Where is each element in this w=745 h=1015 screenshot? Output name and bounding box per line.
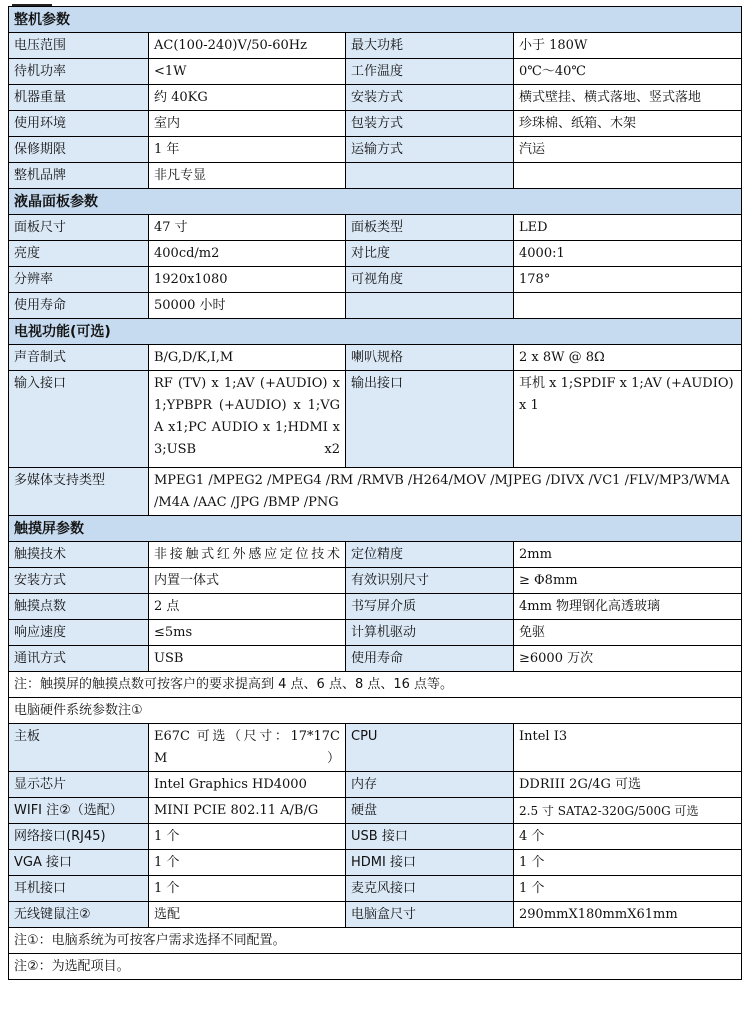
cell-value: 1 个 (514, 876, 742, 902)
cell-label: 显示芯片 (9, 772, 149, 798)
table-row (9, 824, 742, 850)
cell-label: 可视角度 (346, 267, 514, 293)
cell-label: USB 接口 (346, 824, 514, 850)
table-row (9, 646, 742, 672)
cell-label: 通讯方式 (9, 646, 149, 672)
cell-label: 面板类型 (346, 215, 514, 241)
table-row (9, 59, 742, 85)
cell-label: 硬盘 (346, 798, 514, 824)
cell-value: 约 40KG (149, 85, 346, 111)
touch-note: 注：触摸屏的触摸点数可按客户的要求提高到 4 点、6 点、8 点、16 点等。 (9, 672, 742, 698)
cell-label: HDMI 接口 (346, 850, 514, 876)
cell-value: 内置一体式 (149, 568, 346, 594)
cell-label: 安装方式 (346, 85, 514, 111)
cell-label: 网络接口(RJ45) (9, 824, 149, 850)
cell-label: 工作温度 (346, 59, 514, 85)
table-row (9, 241, 742, 267)
cell-value: 2mm (514, 542, 742, 568)
section-header-row (9, 189, 742, 215)
cell-value: 免驱 (514, 620, 742, 646)
cell-value: Intel Graphics HD4000 (149, 772, 346, 798)
cell-value: 2 x 8W @ 8Ω (514, 345, 742, 371)
cell-label: 响应速度 (9, 620, 149, 646)
cell-value: 1 个 (149, 876, 346, 902)
section-header-row (9, 516, 742, 542)
cell-label: 主板 (9, 724, 149, 772)
table-row (9, 798, 742, 824)
table-row (9, 724, 742, 772)
cell-value: 珍珠棉、纸箱、木架 (514, 111, 742, 137)
cell-value (514, 293, 742, 319)
cell-label: 使用环境 (9, 111, 149, 137)
cell-value: 4000:1 (514, 241, 742, 267)
cell-value: 50000 小时 (149, 293, 346, 319)
cell-value: 4 个 (514, 824, 742, 850)
section-title-whole: 整机参数 (9, 7, 742, 33)
note-row (9, 928, 742, 954)
table-row (9, 345, 742, 371)
cell-label: 输出接口 (346, 371, 514, 468)
cell-value: 47 寸 (149, 215, 346, 241)
cell-value: 1 个 (149, 850, 346, 876)
cell-label: 有效识别尺寸 (346, 568, 514, 594)
cell-label: 多媒体支持类型 (9, 468, 149, 516)
cell-label: 内存 (346, 772, 514, 798)
cell-value: 汽运 (514, 137, 742, 163)
cell-label: 最大功耗 (346, 33, 514, 59)
cell-label: VGA 接口 (9, 850, 149, 876)
cell-label: 麦克风接口 (346, 876, 514, 902)
cell-label: 整机品牌 (9, 163, 149, 189)
cell-label: 包装方式 (346, 111, 514, 137)
pc-note-1: 注①：电脑系统为可按客户需求选择不同配置。 (9, 928, 742, 954)
cell-value: 非凡专显 (149, 163, 346, 189)
cell-value: 1 年 (149, 137, 346, 163)
cell-label: 声音制式 (9, 345, 149, 371)
cell-label: 无线键鼠注② (9, 902, 149, 928)
cell-value: B/G,D/K,I,M (149, 345, 346, 371)
cell-label: 触摸技术 (9, 542, 149, 568)
cell-value: E67C 可选（尺寸：17*17CM） (149, 724, 346, 772)
cell-label: 使用寿命 (9, 293, 149, 319)
cell-value: Intel I3 (514, 724, 742, 772)
spec-table (8, 6, 742, 980)
cell-value: 178° (514, 267, 742, 293)
cell-label: 定位精度 (346, 542, 514, 568)
cell-value: 室内 (149, 111, 346, 137)
pc-note-2: 注②：为选配项目。 (9, 954, 742, 980)
cell-label: CPU (346, 724, 514, 772)
section-title-touch: 触摸屏参数 (9, 516, 742, 542)
cell-label: 对比度 (346, 241, 514, 267)
cell-value: 400cd/m2 (149, 241, 346, 267)
table-row (9, 468, 742, 516)
table-row (9, 850, 742, 876)
table-row (9, 137, 742, 163)
table-row (9, 568, 742, 594)
table-row (9, 620, 742, 646)
section-title-lcd: 液晶面板参数 (9, 189, 742, 215)
cell-value: AC(100-240)V/50-60Hz (149, 33, 346, 59)
cell-value: 4mm 物理钢化高透玻璃 (514, 594, 742, 620)
note-row (9, 672, 742, 698)
cell-value: MINI PCIE 802.11 A/B/G (149, 798, 346, 824)
cell-label: 面板尺寸 (9, 215, 149, 241)
cell-label: 书写屏介质 (346, 594, 514, 620)
cell-value (514, 163, 742, 189)
cell-value: 2.5 寸 SATA2-320G/500G 可选 (514, 798, 742, 824)
table-row (9, 85, 742, 111)
section-title-tv: 电视功能(可选) (9, 319, 742, 345)
cell-label (346, 163, 514, 189)
section-header-row (9, 319, 742, 345)
cell-label: 电压范围 (9, 33, 149, 59)
section-header-row (9, 7, 742, 33)
table-row (9, 163, 742, 189)
cell-value: USB (149, 646, 346, 672)
table-row (9, 772, 742, 798)
cell-label: 亮度 (9, 241, 149, 267)
table-row (9, 902, 742, 928)
cell-label: 触摸点数 (9, 594, 149, 620)
cell-value: MPEG1 /MPEG2 /MPEG4 /RM /RMVB /H264/MOV /MJPEG /DIVX /VC1 /FLV/MP3/WMA /M4A /AAC /JPG /BMP /PNG (149, 468, 742, 516)
cell-value: 耳机 x 1;SPDIF x 1;AV (+AUDIO) x 1 (514, 371, 742, 468)
table-row (9, 594, 742, 620)
cell-value: LED (514, 215, 742, 241)
cell-value: <1W (149, 59, 346, 85)
cell-value: 非接触式红外感应定位技术 (149, 542, 346, 568)
cell-value: 横式壁挂、横式落地、竖式落地 (514, 85, 742, 111)
cell-value: 0℃～40℃ (514, 59, 742, 85)
cell-label: 计算机驱动 (346, 620, 514, 646)
cell-value: 1 个 (514, 850, 742, 876)
cell-value: RF (TV) x 1;AV (+AUDIO) x1;YPBPR (+AUDIO) x 1;VGA x1;PC AUDIO x 1;HDMI x 3;USB x2 (149, 371, 346, 468)
cell-value: 290mmX180mmX61mm (514, 902, 742, 928)
table-row (9, 33, 742, 59)
table-row (9, 267, 742, 293)
cell-label: 保修期限 (9, 137, 149, 163)
section-title-pc: 电脑硬件系统参数注① (9, 698, 742, 724)
cell-label: 耳机接口 (9, 876, 149, 902)
cell-label: 待机功率 (9, 59, 149, 85)
table-row (9, 876, 742, 902)
cell-value: ≥6000 万次 (514, 646, 742, 672)
cell-value: 1 个 (149, 824, 346, 850)
cell-label: 运输方式 (346, 137, 514, 163)
cell-label: 输入接口 (9, 371, 149, 468)
table-row (9, 371, 742, 468)
cell-value: 小于 180W (514, 33, 742, 59)
cell-label (346, 293, 514, 319)
cell-value: ≤5ms (149, 620, 346, 646)
cell-value: 选配 (149, 902, 346, 928)
cell-label: 分辨率 (9, 267, 149, 293)
table-row (9, 293, 742, 319)
cell-label: 使用寿命 (346, 646, 514, 672)
note-row (9, 954, 742, 980)
cell-label: 机器重量 (9, 85, 149, 111)
cell-label: WIFI 注②（选配） (9, 798, 149, 824)
cell-label: 电脑盒尺寸 (346, 902, 514, 928)
cell-value: DDRIII 2G/4G 可选 (514, 772, 742, 798)
table-row (9, 542, 742, 568)
cell-label: 喇叭规格 (346, 345, 514, 371)
section-header-row (9, 698, 742, 724)
cell-value: ≥ Φ8mm (514, 568, 742, 594)
cell-value: 2 点 (149, 594, 346, 620)
cell-value: 1920x1080 (149, 267, 346, 293)
table-row (9, 111, 742, 137)
cell-label: 安装方式 (9, 568, 149, 594)
table-row (9, 215, 742, 241)
